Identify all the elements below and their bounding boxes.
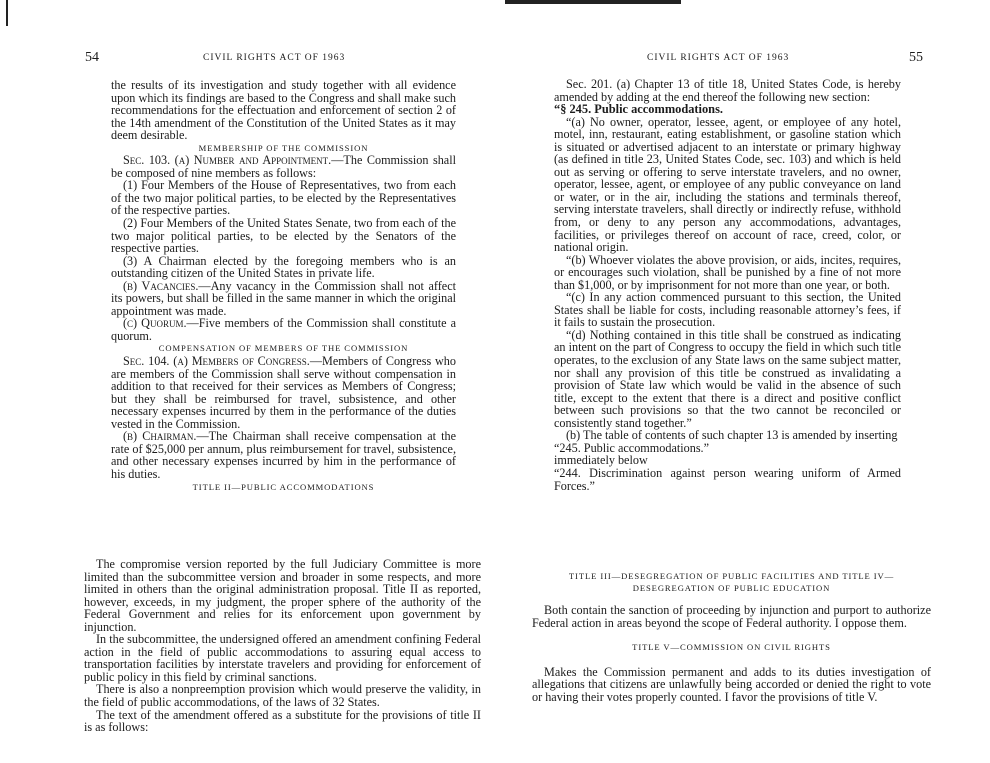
- heading-title-2: TITLE II—PUBLIC ACCOMMODATIONS: [192, 481, 375, 492]
- right-column-lower: [532, 570, 931, 703]
- heading-membership: MEMBERSHIP OF THE COMMISSION: [198, 142, 369, 153]
- vacancies-text: —Any vacancy in the Commission shall not affect its powers, but shall be filled in the same manner in which the original appointment was made.: [111, 278, 456, 318]
- clause-b: “(b) Whoever violates the above provision, or aids, incites, requires, or encourages such violation, shall be punished by a fine of not more than $1,000, or by imprisonment for not more than one year, or both.: [554, 252, 901, 292]
- vacancies-lead: (b) Vacancies.: [123, 278, 199, 293]
- sec-201-paragraph: Sec. 201. (a) Chapter 13 of title 18, United States Code, is hereby amended by adding at the end thereof the following new section:: [554, 77, 901, 104]
- makes-paragraph: Makes the Commission permanent and adds to its duties investigation of allegations that citizens are unlawfully being accorded or denied the right to vote or having their votes properly counted. I favor the provisions of title V.: [532, 664, 931, 704]
- quorum-text: —Five members of the Commission shall constitute a quorum.: [111, 316, 456, 343]
- quorum-paragraph: [111, 317, 456, 342]
- heading-title-3-4: TITLE III—DESEGREGATION OF PUBLIC FACILITIES AND TITLE IV—DESEGREGATION OF PUBLIC EDUCATION: [568, 571, 895, 593]
- page-number: 54: [85, 50, 99, 65]
- clause-d: “(d) Nothing contained in this title shall be construed as indicating an intent on the part of Congress to occupy the field in which such title operates, to the exclusion of any State laws on the same subject matter, nor shall any provision of this title be construed as invalidating a provision of State law which would be valid in the absence of such title, except to the extent that there is a direct and positive conflict between such provisions so that the two cannot be reconciled or consistently stand together.”: [554, 327, 901, 430]
- both-paragraph: Both contain the sanction of proceeding by injunction and purport to authorize Federal action in areas beyond the scope of Federal authority. I oppose them.: [532, 603, 931, 630]
- running-head: CIVIL RIGHTS ACT OF 1963: [203, 53, 346, 63]
- item-244-line: “244. Discrimination against person wearing uniform of Armed Forces.”: [554, 465, 901, 493]
- subcommittee-paragraph: In the subcommittee, the undersigned offered an amendment confining Federal action in the field of public accommodations to assuring equal access to transportation facilities by interstate travelers and providing for enforcement of public policy in this field by criminal sanctions.: [84, 632, 481, 684]
- item-3: (3) A Chairman elected by the foregoing members who is an outstanding citizen of the United States in private life.: [111, 253, 456, 281]
- chairman-paragraph: [111, 430, 456, 480]
- insert-245-line: “245. Public accommodations.”: [554, 440, 710, 455]
- heading-title-5: TITLE V—COMMISSION ON CIVIL RIGHTS: [632, 642, 831, 653]
- item-1: (1) Four Members of the House of Representatives, two from each of the two major political parties, to be elected by the Representatives of the respective parties.: [111, 178, 456, 218]
- vacancies-paragraph: [111, 280, 456, 318]
- chairman-lead: (b) Chairman.: [123, 429, 197, 444]
- clause-a: “(a) No owner, operator, lessee, agent, or employee of any hotel, motel, inn, restaurant, eating establishment, or gasoline station which is situated or advertised adjacent to an interstate or primary highway (as defined in title 23, United States Code, sec. 103) and which is held out as serving or offering to serve interstate travelers, and no owner, operator, lessee, agent, or employee of any public conveyance on land or water, or in the air, including the stations and terminals thereof, serving interstate travelers, shall directly or indirectly refuse, withhold from, or deny to any person any accommodations, advantages, facilities, or privileges thereof on account of race, creed, color, or national origin.: [554, 114, 901, 255]
- intro-paragraph: the results of its investigation and study together with all evidence upon which its findings are based to the Congress and shall make such recommendations for the effectuation and enforcement of section 2 of the 14th amendment of the Constitution of the United States as it may deem desirable.: [111, 78, 456, 143]
- running-head: CIVIL RIGHTS ACT OF 1963: [647, 53, 790, 63]
- nonpreemption-paragraph: There is also a nonpreemption provision which would preserve the validity, in the field of public accommodations, of the laws of 32 States.: [84, 682, 481, 710]
- heading-compensation: COMPENSATION OF MEMBERS OF THE COMMISSION: [158, 343, 409, 354]
- item-2: (2) Four Members of the United States Senate, two from each of the two major political parties, to be elected by the Senators of the respective parties.: [111, 216, 456, 256]
- compromise-paragraph: The compromise version reported by the full Judiciary Committee is more limited than the subcommittee version and broader in some respects, and more limited in others than the original administration proposal. Title II as reported, however, exceeds, in my judgment, the proper sphere of the authority of the Federal Government and relies for its enforcement upon government by injunction.: [84, 557, 481, 634]
- quorum-lead: (c) Quorum.: [123, 316, 187, 331]
- right-column-upper: [554, 78, 901, 492]
- amendment-text-paragraph: The text of the amendment offered as a substitute for the provisions of title II is as follows:: [84, 707, 481, 735]
- section-245-heading: “§ 245. Public accommodations.: [554, 102, 723, 117]
- clause-c: “(c) In any action commenced pursuant to this section, the United States shall be liable for costs, including reasonable attorney’s fees, if it fails to sustain the prosecution.: [554, 290, 901, 330]
- table-of-contents-paragraph: (b) The table of contents of such chapter 13 is amended by inserting: [566, 428, 898, 443]
- left-column-upper: [111, 79, 456, 493]
- sec-103-text: —The Commission shall be composed of nine members as follows:: [111, 153, 456, 180]
- sec-104-text: —Members of Congress who are members of the Commission shall serve without compensation in addition to that received for their services as Members of Congress; but they shall be reimbursed for travel, subsistence, and other necessary expenses incurred by them in the performance of the duties vested in the Commission.: [111, 354, 456, 431]
- sec-103-lead: Sec. 103. (a) Number and Appointment.: [123, 153, 332, 168]
- sec-104-paragraph: [111, 355, 456, 430]
- sec-103-paragraph: [111, 154, 456, 179]
- left-column-lower: [84, 558, 481, 734]
- immediately-below-line: immediately below: [554, 453, 648, 468]
- page-number: 55: [909, 50, 923, 65]
- chairman-text: —The Chairman shall receive compensation at the rate of $25,000 per annum, plus reimbursement for travel, subsistence, and other necessary expenses incurred by him in the performance of his duties.: [111, 429, 457, 481]
- right-page: [495, 0, 990, 763]
- sec-104-lead: Sec. 104. (a) Members of Congress.: [123, 354, 310, 369]
